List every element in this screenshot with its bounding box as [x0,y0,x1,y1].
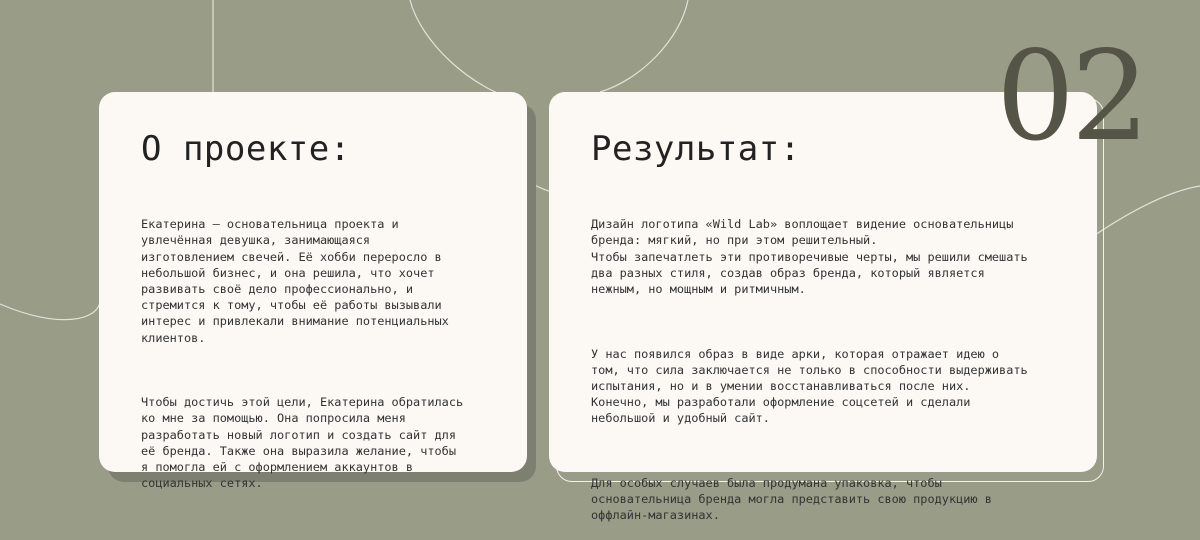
background-arc-center-right [600,0,688,92]
project-title: О проекте: [141,129,351,169]
background-curve-right [1095,186,1200,235]
background-arc-left-lower [0,300,100,320]
result-description [591,200,1057,540]
project-description [141,200,487,508]
project-paragraph: Чтобы достичь этой цели, Екатерина обратилась ко мне за помощью. Она попросила меня разработать новый логотип и создать сайт для её бренда. Также она выразила желание, чтобы я помогла ей с оформлением аккаунтов в социальных сетях. [141,395,464,491]
result-paragraph: У нас появился образ в виде арки, которая отражает идею о том, что сила заключается не только в способности выдерживать испытания, но и в умении восстанавливаться после них. Конечно, мы разработали оформление соцсетей и сделали небольшой и удобный сайт. [591,346,1028,426]
project-paragraph: Екатерина — основательница проекта и увлечённая девушка, занимающаяся изготовлением свечей. Её хобби переросло в небольшой бизнес, и она решила, что хочет развивать своё дело профессионально, и стремится к тому, чтобы её работы вызывали интерес и привлекали внимание потенциальных клиентов. [141,217,449,345]
background-arc-center [410,0,524,102]
result-paragraph: Дизайн логотипа «Wild Lab» воплощает видение основательницы бренда: мягкий, но при этом решительный. Чтобы запечатлеть эти противоречивые черты, мы решили смешать два разных стиля, создав образ бренда, который является нежным, но мощным и ритмичным. [591,217,1028,297]
page-number: 02 [996,25,1146,169]
result-paragraph: Для особых случаев была продумана упаковка, чтобы основательница бренда могла представить свою продукцию в оффлайн-магазинах. [591,476,992,523]
project-card [99,92,527,491]
result-title: Результат: [591,129,801,169]
